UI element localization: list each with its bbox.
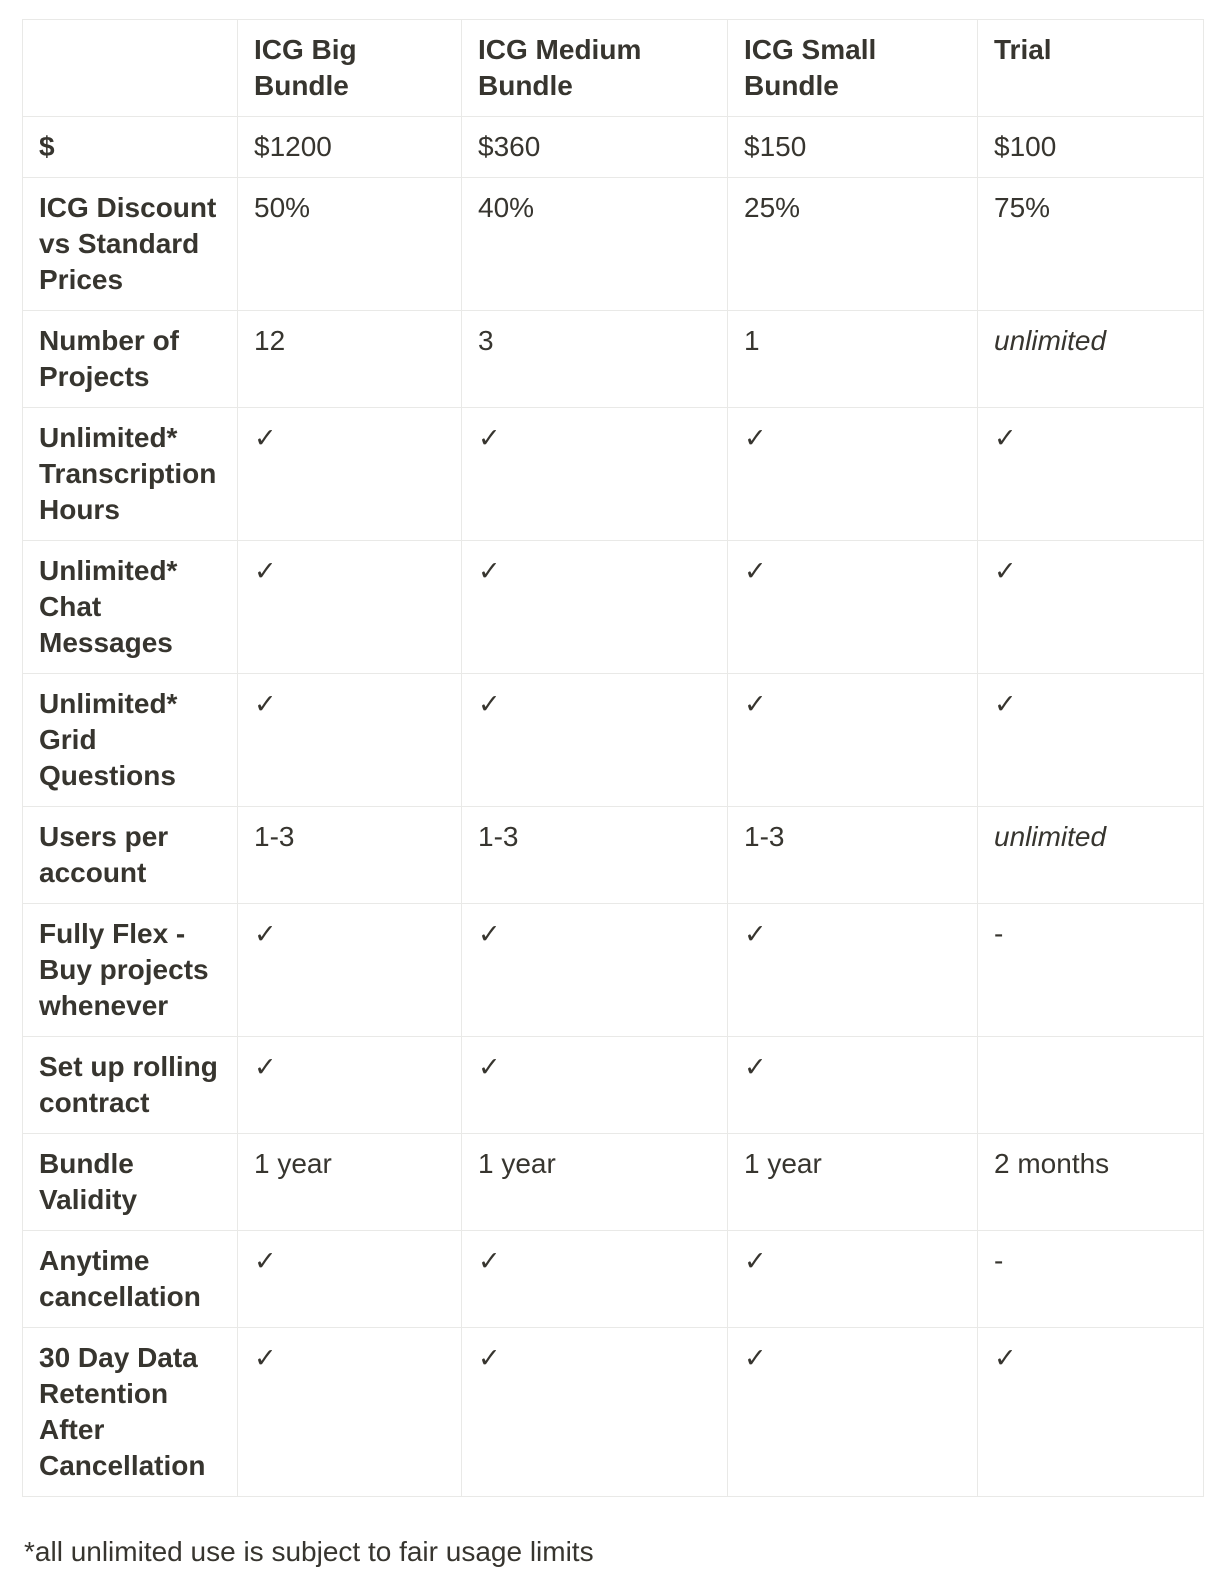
table-row <box>23 541 1204 674</box>
cell-value: unlimited <box>978 311 1204 408</box>
table-row <box>23 408 1204 541</box>
column-header: ICG Small Bundle <box>728 20 978 117</box>
checkmark-icon: ✓ <box>478 556 501 586</box>
cell-value <box>238 1037 462 1134</box>
table-row <box>23 1037 1204 1134</box>
cell-value <box>978 541 1204 674</box>
checkmark-icon: ✓ <box>254 423 277 453</box>
table-row <box>23 1328 1204 1497</box>
cell-value: 1 year <box>462 1134 728 1231</box>
cell-value <box>462 1328 728 1497</box>
cell-value: 1 year <box>238 1134 462 1231</box>
cell-value: 40% <box>462 178 728 311</box>
cell-value: 25% <box>728 178 978 311</box>
checkmark-icon: ✓ <box>254 556 277 586</box>
checkmark-icon: ✓ <box>744 556 767 586</box>
cell-value: 75% <box>978 178 1204 311</box>
cell-value: 2 months <box>978 1134 1204 1231</box>
cell-value <box>462 1231 728 1328</box>
column-header: ICG Medium Bundle <box>462 20 728 117</box>
cell-value <box>462 408 728 541</box>
cell-value <box>978 1037 1204 1134</box>
cell-value <box>728 541 978 674</box>
table-row <box>23 311 1204 408</box>
cell-value <box>728 1231 978 1328</box>
table-row <box>23 807 1204 904</box>
table-row <box>23 1134 1204 1231</box>
checkmark-icon: ✓ <box>994 689 1017 719</box>
row-label: Unlimited* Transcription Hours <box>23 408 238 541</box>
cell-value: - <box>978 904 1204 1037</box>
checkmark-icon: ✓ <box>744 1052 767 1082</box>
cell-value <box>728 1037 978 1134</box>
row-label: Bundle Validity <box>23 1134 238 1231</box>
row-label: Unlimited* Chat Messages <box>23 541 238 674</box>
cell-value <box>462 674 728 807</box>
table-row <box>23 117 1204 178</box>
checkmark-icon: ✓ <box>744 919 767 949</box>
cell-value <box>238 904 462 1037</box>
checkmark-icon: ✓ <box>478 919 501 949</box>
corner-cell <box>23 20 238 117</box>
cell-value: $1200 <box>238 117 462 178</box>
checkmark-icon: ✓ <box>744 1246 767 1276</box>
cell-value: - <box>978 1231 1204 1328</box>
cell-value: 3 <box>462 311 728 408</box>
header-row <box>23 20 1204 117</box>
footnote: *all unlimited use is subject to fair usage limits <box>24 1536 594 1567</box>
cell-value: $100 <box>978 117 1204 178</box>
checkmark-icon: ✓ <box>478 689 501 719</box>
cell-value <box>728 1328 978 1497</box>
row-label: $ <box>23 117 238 178</box>
table-row <box>23 1231 1204 1328</box>
checkmark-icon: ✓ <box>254 1343 277 1373</box>
checkmark-icon: ✓ <box>994 556 1017 586</box>
cell-value <box>728 904 978 1037</box>
cell-value <box>238 1328 462 1497</box>
checkmark-icon: ✓ <box>478 1343 501 1373</box>
checkmark-icon: ✓ <box>254 1052 277 1082</box>
cell-value <box>462 1037 728 1134</box>
table-body <box>23 117 1204 1497</box>
cell-value: 12 <box>238 311 462 408</box>
cell-value <box>238 408 462 541</box>
checkmark-icon: ✓ <box>744 1343 767 1373</box>
cell-value <box>238 1231 462 1328</box>
cell-value: 50% <box>238 178 462 311</box>
cell-value <box>728 408 978 541</box>
cell-value: 1-3 <box>238 807 462 904</box>
cell-value <box>978 1328 1204 1497</box>
checkmark-icon: ✓ <box>994 423 1017 453</box>
checkmark-icon: ✓ <box>254 919 277 949</box>
table-row <box>23 904 1204 1037</box>
checkmark-icon: ✓ <box>744 689 767 719</box>
cell-value: 1-3 <box>462 807 728 904</box>
cell-value <box>462 541 728 674</box>
checkmark-icon: ✓ <box>478 1246 501 1276</box>
cell-value <box>728 674 978 807</box>
table-row <box>23 674 1204 807</box>
checkmark-icon: ✓ <box>744 423 767 453</box>
cell-value: $360 <box>462 117 728 178</box>
cell-value: 1 <box>728 311 978 408</box>
cell-value <box>978 674 1204 807</box>
cell-value: unlimited <box>978 807 1204 904</box>
row-label: Fully Flex - Buy projects whenever <box>23 904 238 1037</box>
cell-value: $150 <box>728 117 978 178</box>
cell-value <box>238 541 462 674</box>
row-label: Anytime cancellation <box>23 1231 238 1328</box>
checkmark-icon: ✓ <box>254 689 277 719</box>
row-label: 30 Day Data Retention After Cancellation <box>23 1328 238 1497</box>
row-label: Set up rolling contract <box>23 1037 238 1134</box>
checkmark-icon: ✓ <box>478 423 501 453</box>
cell-value <box>978 408 1204 541</box>
row-label: Unlimited* Grid Questions <box>23 674 238 807</box>
cell-value: 1 year <box>728 1134 978 1231</box>
cell-value <box>462 904 728 1037</box>
checkmark-icon: ✓ <box>254 1246 277 1276</box>
column-header: Trial <box>978 20 1204 117</box>
row-label: ICG Discount vs Standard Prices <box>23 178 238 311</box>
cell-value: 1-3 <box>728 807 978 904</box>
table-row <box>23 178 1204 311</box>
cell-value <box>238 674 462 807</box>
checkmark-icon: ✓ <box>994 1343 1017 1373</box>
column-header: ICG Big Bundle <box>238 20 462 117</box>
row-label: Number of Projects <box>23 311 238 408</box>
checkmark-icon: ✓ <box>478 1052 501 1082</box>
row-label: Users per account <box>23 807 238 904</box>
pricing-table <box>22 19 1204 1497</box>
